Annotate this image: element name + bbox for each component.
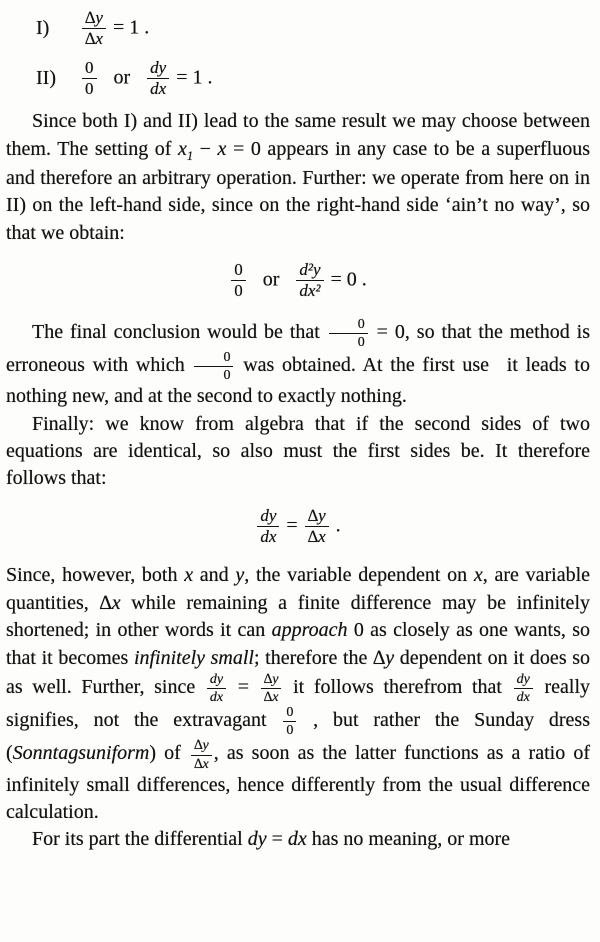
text-run: while remaining a finite difference may be infinitely shortened; in other words it can (6, 591, 590, 642)
display-formula (6, 507, 590, 547)
text-run: = 0 . (325, 268, 367, 291)
fraction-denominator: 0 (82, 78, 97, 98)
math-variable: y (235, 564, 245, 587)
fraction-numerator: dy (209, 671, 224, 687)
fraction (512, 672, 535, 705)
fraction-denominator: dx (147, 78, 169, 98)
italic-text: infinitely small (133, 646, 254, 669)
text-run: and (193, 564, 236, 587)
text-run: = (228, 676, 259, 699)
fraction-numerator: dy (260, 505, 277, 525)
paragraph (6, 826, 590, 853)
item-label: I) (36, 17, 50, 40)
fraction-numerator: ∆y (263, 671, 279, 687)
fraction-numerator: dy (150, 57, 167, 77)
fraction-denominator: ∆x (261, 688, 282, 705)
text-run: Finally: we know from algebra that if the second sides of two equations are identical, so also must the first sides be. It therefore follows that: (6, 412, 590, 490)
fraction (145, 59, 171, 99)
fraction (294, 261, 325, 301)
math-variable: ∆y (373, 646, 395, 669)
text-run: was obtained. At the first use it leads to nothing new, and at the second to exactly nothing. (6, 354, 590, 408)
text-run: − (193, 137, 218, 160)
fraction-numerator: ∆y (307, 505, 326, 525)
text-run: = 1 . (107, 16, 150, 39)
text-run: really signifies, not the extravagant (6, 676, 591, 732)
text-run: For its part the differential (32, 828, 248, 851)
fraction-numerator: ∆y (193, 738, 209, 754)
fraction-denominator: 0 (231, 280, 246, 300)
fraction-numerator: dy (516, 671, 530, 687)
math-variable: ∆x (99, 591, 121, 614)
fraction-numerator: 0 (357, 316, 365, 332)
text-run: , are variable quantities, (6, 564, 591, 614)
text-run: ; therefore the (254, 646, 374, 669)
paragraph (6, 317, 590, 411)
fraction-denominator: 0 (283, 721, 296, 738)
text-run: 0 as closely as one wants, so that it becomes (6, 619, 590, 669)
math-variable: x (473, 564, 483, 587)
math-variable: dy (247, 828, 267, 851)
fraction (80, 59, 99, 99)
list-item (36, 9, 590, 49)
text-run: Since, however, both (6, 564, 185, 587)
text-run: , the variable dependent on (244, 564, 474, 587)
list-item (36, 59, 590, 99)
fraction-numerator: 0 (85, 57, 94, 77)
paragraph (6, 411, 590, 493)
display-formula (6, 261, 590, 301)
math-subscript: 1 (186, 148, 194, 163)
text-run: dependent on it does so as well. Further, since (6, 646, 590, 699)
fraction-denominator: dx (257, 526, 279, 546)
paragraph (6, 562, 590, 826)
fraction-denominator: dx² (296, 280, 323, 300)
fraction (80, 9, 108, 49)
text-run: or (98, 66, 146, 89)
fraction-denominator: ∆x (191, 755, 212, 772)
fraction-numerator: d²y (299, 259, 321, 279)
fraction-denominator: 0 (329, 333, 368, 350)
text-run: The final conclusion would be that (32, 320, 327, 343)
fraction (255, 507, 281, 547)
item-label: II) (36, 66, 56, 89)
fraction-numerator: 0 (234, 259, 243, 279)
fraction-denominator: 0 (194, 366, 233, 383)
fraction-numerator: 0 (223, 349, 231, 365)
fraction (327, 317, 370, 350)
fraction-denominator: dx (207, 688, 226, 705)
math-variable: x (178, 137, 187, 160)
text-run: has no meaning, or more (306, 828, 511, 851)
text-run: or (247, 268, 295, 291)
italic-text: Sonntagsuniform (12, 742, 150, 765)
text-run: ) of (149, 742, 189, 765)
fraction (259, 672, 284, 705)
text-run: it follows therefrom that (283, 676, 512, 699)
math-variable: x (184, 564, 194, 587)
fraction-numerator: ∆y (85, 8, 103, 27)
text-run: = (281, 514, 303, 537)
fraction (192, 350, 235, 383)
text-run: = 0 appears in any case to be a superfluous and therefore an arbitrary operation. Further: we operate from here on in II) on the left-hand side, since on the right-hand side ‘ain’t no way’, so that we obtain: (6, 137, 591, 244)
item-formula (80, 59, 213, 99)
math-variable: dx (287, 828, 307, 851)
page-content (6, 9, 590, 854)
text-run: = (266, 828, 288, 851)
text-run: , as soon as the latter functions as a ratio of infinitely small differences, hence differently from the usual difference calculation. (6, 742, 590, 824)
text-run: = 1 . (171, 66, 213, 89)
fraction (303, 507, 331, 547)
fraction-numerator: 0 (286, 705, 294, 721)
item-formula (80, 9, 149, 49)
fraction-denominator: ∆x (305, 526, 329, 546)
fraction-denominator: ∆x (82, 28, 106, 48)
fraction (229, 261, 248, 301)
text-run: . (330, 514, 341, 537)
text-run: , but rather the Sunday dress ( (6, 709, 590, 765)
fraction (189, 738, 214, 771)
text-run: Since both I) and II) lead to the same result we may choose between them. The setting of (6, 110, 590, 160)
paragraph (6, 108, 590, 247)
math-variable: x (217, 137, 227, 160)
fraction-denominator: dx (514, 688, 533, 705)
fraction (205, 672, 228, 705)
text-run: = 0, so that the method is erroneous with which (6, 320, 590, 377)
italic-text: approach (271, 619, 348, 642)
fraction (281, 705, 298, 738)
